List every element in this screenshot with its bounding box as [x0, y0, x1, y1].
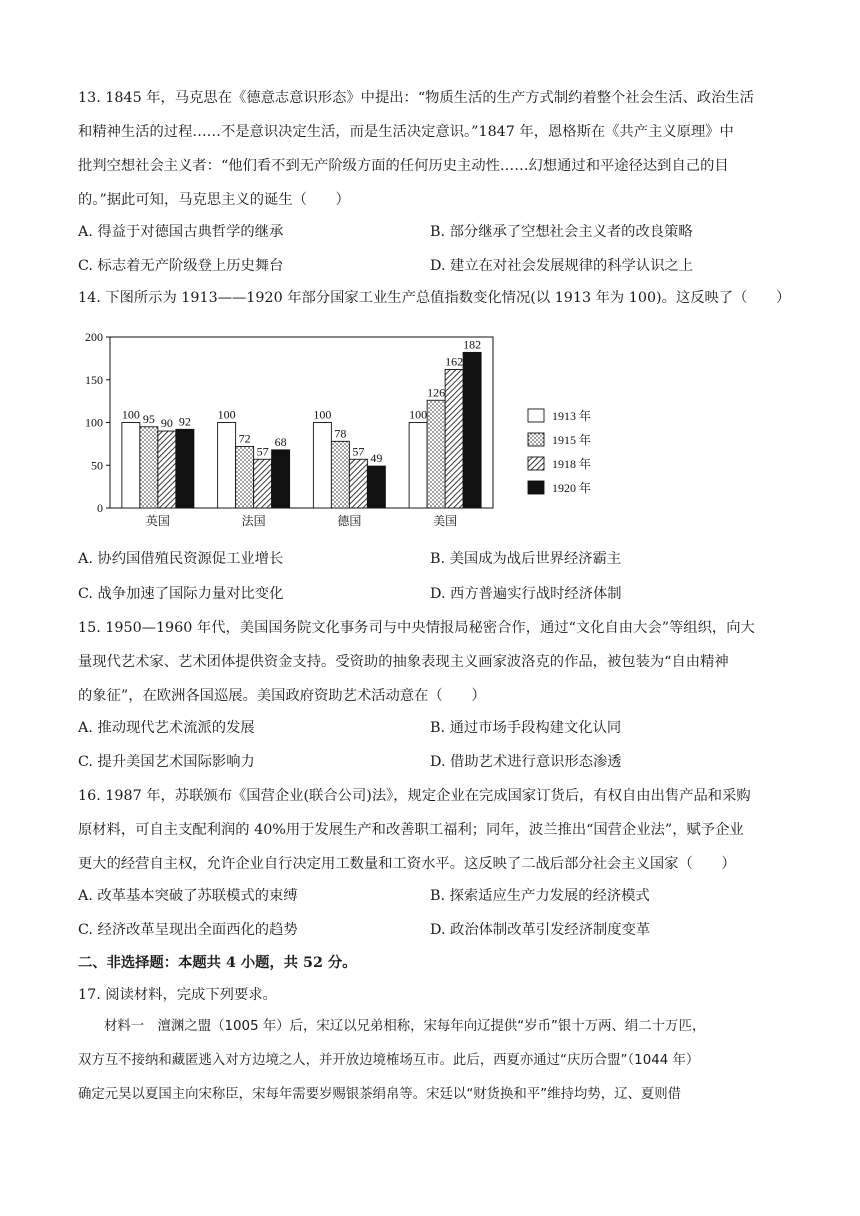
- x-category-label: 英国: [145, 514, 170, 528]
- bar: [463, 352, 481, 508]
- legend-swatch: [528, 409, 544, 422]
- legend-label: 1913 年: [552, 409, 592, 423]
- q14-stem: 14. 下图所示为 1913——1920 年部分国家工业生产总值指数变化情况(以 1913 年为 100)。这反映了（ ）: [78, 290, 791, 306]
- bar-value-label: 182: [463, 337, 482, 352]
- legend-label: 1915 年: [552, 433, 592, 447]
- legend-swatch: [528, 433, 544, 446]
- bar-value-label: 68: [274, 434, 287, 449]
- bar-value-label: 78: [334, 426, 347, 441]
- q16-stem-line: 更大的经营自主权，允许企业自行决定用工数量和工资水平。这反映了二战后部分社会主义国家（ ）: [78, 856, 736, 872]
- q15-stem-line: 15. 1950—1960 年代，美国国务院文化事务司与中央情报局秘密合作，通过“文化自由大会”等组织，向大: [78, 620, 755, 636]
- q17-stem: 17. 阅读材料，完成下列要求。: [78, 987, 277, 1003]
- x-category-label: 美国: [433, 514, 458, 528]
- x-category-label: 法国: [241, 514, 266, 528]
- q13-stem-line: 批判空想社会主义者：“他们看不到无产阶级方面的任何历史主动性……幻想通过和平途径达到自己的目: [78, 158, 729, 174]
- q14-option-a: A. 协约国借殖民资源促工业增长: [78, 551, 284, 567]
- bar: [409, 423, 427, 509]
- section-heading: 二、非选择题：本题共 4 小题，共 52 分。: [78, 955, 357, 971]
- x-category-label: 德国: [337, 514, 362, 528]
- q13-option-c: C. 标志着无产阶级登上历史舞台: [78, 258, 284, 274]
- bar-value-label: 162: [445, 354, 464, 369]
- q13-option-a: A. 得益于对德国古典哲学的继承: [78, 224, 284, 240]
- industrial-index-bar-chart: [70, 325, 630, 535]
- q16-option-a: A. 改革基本突破了苏联模式的束缚: [78, 888, 298, 904]
- q14-option-b: B. 美国成为战后世界经济霸主: [430, 551, 622, 567]
- bar-value-label: 100: [121, 407, 140, 422]
- bar: [427, 400, 445, 508]
- q16-stem-line: 16. 1987 年，苏联颁布《国营企业(联合公司)法》，规定企业在完成国家订货后，有权自由出售产品和采购: [78, 788, 751, 804]
- bar-value-label: 90: [160, 416, 173, 431]
- bar-value-label: 57: [352, 444, 365, 459]
- q16-stem-line: 原材料，可自主支配利润的 40%用于发展生产和改善职工福利；同年，波兰推出“国营企业法”，赋予企业: [78, 822, 744, 838]
- q15-option-d: D. 借助艺术进行意识形态渗透: [430, 754, 622, 770]
- bar: [367, 466, 385, 508]
- q15-stem-line: 的象征”，在欧洲各国巡展。美国政府资助艺术活动意在（ ）: [78, 688, 486, 704]
- bar-value-label: 100: [313, 407, 332, 422]
- bar-value-label: 72: [238, 431, 251, 446]
- bar: [236, 446, 254, 508]
- q16-option-d: D. 政治体制改革引发经济制度变革: [430, 922, 651, 938]
- q16-option-b: B. 探索适应生产力发展的经济模式: [430, 888, 650, 904]
- q17-material-line: 确定元昊以夏国主向宋称臣，宋每年需要岁赐银茶绢帛等。宋廷以“财货换和平”维持均势，辽、夏则借: [78, 1087, 682, 1102]
- q14-option-c: C. 战争加速了国际力量对比变化: [78, 586, 284, 602]
- y-tick-label: 0: [97, 501, 103, 515]
- q13-stem-line: 的。”据此可知，马克思主义的诞生（ ）: [78, 192, 350, 208]
- q14-option-d: D. 西方普遍实行战时经济体制: [430, 586, 622, 602]
- bar-value-label: 100: [217, 407, 236, 422]
- bar: [122, 423, 140, 509]
- q17-material-line: 材料一 澶渊之盟（1005 年）后，宋辽以兄弟相称，宋每年向辽提供“岁币”银十万两、绢二十万匹，: [104, 1019, 706, 1034]
- q15-stem-line: 量现代艺术家、艺术团体提供资金支持。受资助的抽象表现主义画家波洛克的作品，被包装为“自由精神: [78, 654, 729, 670]
- bar-value-label: 126: [427, 385, 446, 400]
- q13-stem-line: 13. 1845 年，马克思在《德意志意识形态》中提出：“物质生活的生产方式制约着整个社会生活、政治生活: [78, 90, 754, 106]
- q15-option-b: B. 通过市场手段构建文化认同: [430, 720, 622, 736]
- bar-value-label: 57: [256, 444, 269, 459]
- q15-option-c: C. 提升美国艺术国际影响力: [78, 754, 255, 770]
- bar: [272, 450, 290, 508]
- q17-material-line: 双方互不接纳和藏匿逃入对方边境之人，并开放边境榷场互市。此后，西夏亦通过“庆历合盟”（1044 年）: [78, 1053, 700, 1068]
- bar: [254, 459, 272, 508]
- bar: [218, 423, 236, 509]
- legend-swatch: [528, 481, 544, 494]
- legend-label: 1918 年: [552, 457, 592, 471]
- y-tick-label: 150: [85, 372, 103, 387]
- y-tick-label: 200: [85, 330, 103, 344]
- legend-swatch: [528, 457, 544, 470]
- q16-option-c: C. 经济改革呈现出全面西化的趋势: [78, 922, 298, 938]
- bar: [313, 423, 331, 509]
- q13-option-d: D. 建立在对社会发展规律的科学认识之上: [430, 258, 694, 274]
- bar-value-label: 100: [409, 407, 428, 422]
- y-tick-label: 50: [91, 458, 103, 473]
- bar: [331, 441, 349, 508]
- bar-value-label: 92: [178, 414, 191, 429]
- legend-label: 1920 年: [552, 481, 592, 495]
- y-tick-label: 100: [85, 415, 103, 430]
- bar: [176, 429, 194, 508]
- q13-stem-line: 和精神生活的过程……不是意识决定生活，而是生活决定意识。”1847 年，恩格斯在《共产主义原理》中: [78, 124, 734, 140]
- q13-option-b: B. 部分继承了空想社会主义者的改良策略: [430, 224, 693, 240]
- bar: [445, 369, 463, 508]
- bar-value-label: 49: [370, 451, 383, 466]
- bar-value-label: 95: [142, 411, 155, 426]
- bar: [158, 431, 176, 508]
- q15-option-a: A. 推动现代艺术流派的发展: [78, 720, 255, 736]
- bar: [349, 459, 367, 508]
- bar: [140, 427, 158, 508]
